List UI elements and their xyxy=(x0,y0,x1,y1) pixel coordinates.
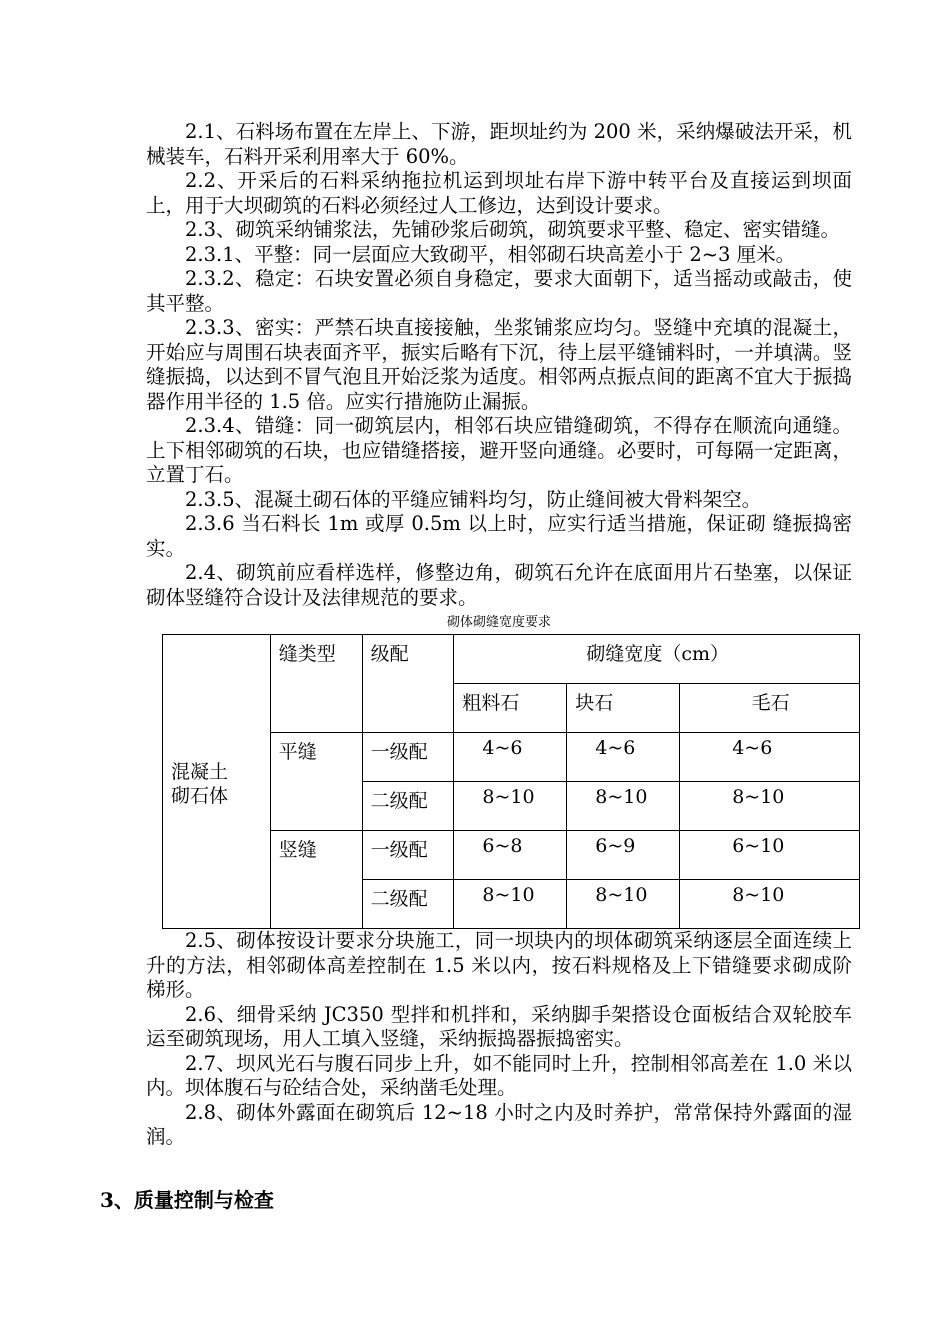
header-grade: 级配 xyxy=(362,635,454,733)
paragraph-2-6: 2.6、细骨采纳 JC350 型拌和机拌和，采纳脚手架搭设仓面板结合双轮胶车运至砌筑现场，用人工填入竖缝，采纳振捣器振捣密实。 xyxy=(146,1002,852,1050)
value-cell: 6~8 xyxy=(454,831,567,880)
value-cell: 8~10 xyxy=(680,880,860,929)
value-cell: 6~10 xyxy=(680,831,860,880)
paragraph-2-3-5: 2.3.5、混凝土砌石体的平缝应铺料均匀，防止缝间被大骨料架空。 xyxy=(185,487,762,511)
paragraph-2-5: 2.5、砌体按设计要求分块施工，同一坝块内的坝体砌筑采纳逐层全面连续上升的方法，相邻砌体高差控制在 1.5 米以内，按石料规格及上下错缝要求砌成阶梯形。 xyxy=(146,929,852,1001)
value-cell: 4~6 xyxy=(567,733,680,782)
value-cell: 8~10 xyxy=(454,782,567,831)
value-cell: 4~6 xyxy=(680,733,860,782)
paragraph-2-3-6: 2.3.6 当石料长 1m 或厚 0.5m 以上时，应实行适当措施，保证砌 缝振捣密实。 xyxy=(146,512,852,560)
row-header-cell xyxy=(163,635,271,929)
paragraph-2-3-3: 2.3.3、密实：严禁石块直接接触，坐浆铺浆应均匀。竖缝中充填的混凝土，开始应与周围石块表面齐平，振实后略有下沉，待上层平缝铺料时，一并填满。竖缝振捣，以达到不冒气泡且开始泛浆为适度。相邻两点振点间的距离不宜大于振捣器作用半径的 1.5 倍。应实行措施防止漏振。 xyxy=(146,316,852,413)
subheader-cell: 粗料石 xyxy=(454,684,567,733)
grade-cell: 二级配 xyxy=(362,880,454,929)
paragraph-2-7: 2.7、坝风光石与腹石同步上升，如不能同时上升，控制相邻高差在 1.0 米以内。坝体腹石与砼结合处，采纳凿毛处理。 xyxy=(146,1051,852,1099)
value-cell: 8~10 xyxy=(680,782,860,831)
table-caption: 砌体砌缝宽度要求 xyxy=(446,615,551,630)
paragraph-2-3-4: 2.3.4、错缝：同一砌筑层内，相邻石块应错缝砌筑，不得存在顺流向通缝。上下相邻砌筑的石块，也应错缝搭接，避开竖向通缝。必要时，可每隔一定距离，立置丁石。 xyxy=(146,414,852,486)
value-cell: 4~6 xyxy=(454,733,567,782)
value-cell: 8~10 xyxy=(454,880,567,929)
header-seam-width: 砌缝宽度（cm） xyxy=(454,635,860,684)
seam-type-cell: 平缝 xyxy=(270,733,362,831)
document-body xyxy=(146,120,852,1150)
seam-type-cell: 竖缝 xyxy=(270,831,362,929)
paragraph-2-3: 2.3、砌筑采纳铺浆法，先铺砂浆后砌筑，砌筑要求平整、稳定、密实错缝。 xyxy=(185,218,841,241)
seam-width-table xyxy=(162,634,860,929)
paragraph-2-8: 2.8、砌体外露面在砌筑后 12~18 小时之内及时养护，常常保持外露面的湿润。 xyxy=(146,1100,852,1148)
grade-cell: 一级配 xyxy=(362,733,454,782)
table-row xyxy=(163,635,860,684)
subheader-cell: 块石 xyxy=(567,684,680,733)
value-cell: 8~10 xyxy=(567,782,680,831)
paragraph-2-4: 2.4、砌筑前应看样选样，修整边角，砌筑石允许在底面用片石垫塞，以保证砌体竖缝符合设计及法律规范的要求。 xyxy=(146,561,852,609)
header-seam-type: 缝类型 xyxy=(270,635,362,733)
section-heading: 3、质量控制与检查 xyxy=(100,1188,274,1212)
grade-cell: 二级配 xyxy=(362,782,454,831)
value-cell: 8~10 xyxy=(567,880,680,929)
paragraph-2-3-1: 2.3.1、平整：同一层面应大致砌平，相邻砌石块高差小于 2~3 厘米。 xyxy=(185,242,796,266)
subheader-cell: 毛石 xyxy=(680,684,860,733)
paragraph-2-2: 2.2、开采后的石料采纳拖拉机运到坝址右岸下游中转平台及直接运到坝面上，用于大坝砌筑的石料必须经过人工修边，达到设计要求。 xyxy=(146,169,852,217)
row-header-text: 混凝土 砌石体 xyxy=(171,760,229,807)
value-cell: 6~9 xyxy=(567,831,680,880)
paragraph-2-1: 2.1、石料场布置在左岸上、下游，距坝址约为 200 米，采纳爆破法开采，机械装车，石料开采利用率大于 60%。 xyxy=(146,120,852,168)
paragraph-2-3-2: 2.3.2、稳定：石块安置必须自身稳定，要求大面朝下，适当摇动或敲击，使其平整。 xyxy=(146,267,852,315)
grade-cell: 一级配 xyxy=(362,831,454,880)
